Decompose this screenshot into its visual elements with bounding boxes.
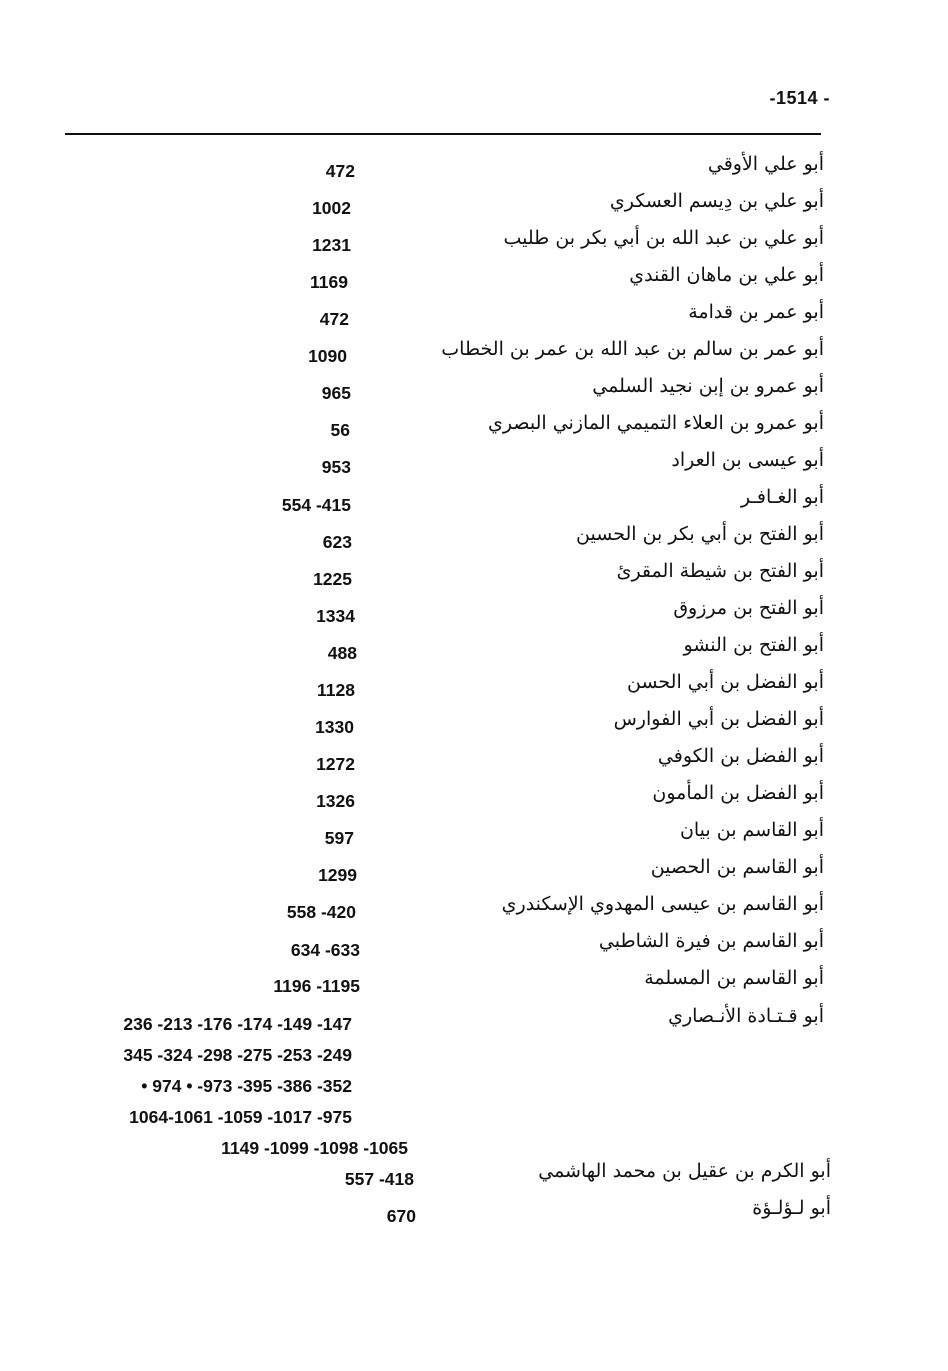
entry-pages: [312, 193, 351, 224]
entry-name: أبو علي بن عبد الله بن أبي بكر بن طليب: [503, 227, 824, 249]
entry-name: أبو الفتح بن شيطة المقرئ: [616, 560, 824, 582]
page-ref: 1064-1061 -1059 -1017 -975: [129, 1107, 352, 1127]
entry-name: أبو القاسم بن فيرة الشاطبي: [598, 930, 824, 952]
entry-pages: [291, 935, 360, 966]
page-ref: 1272: [316, 754, 355, 774]
page-ref: 345 -324 -298 -275 -253 -249: [123, 1045, 352, 1065]
page-ref: • 974 • -973 -395 -386 -352: [141, 1076, 352, 1096]
page-ref: 1326: [316, 791, 355, 811]
entry-pages: [287, 897, 356, 928]
entry-pages: [323, 527, 352, 558]
entry-pages: [316, 786, 355, 817]
entry-name: أبو قـتـادة الأنـصاري: [668, 1005, 824, 1027]
entry-pages: [312, 230, 351, 261]
page-ref: 965: [321, 383, 351, 403]
entry-pages: [313, 564, 352, 595]
entry-name: أبو عيسى بن العراد: [671, 449, 824, 471]
page-ref: 472: [319, 309, 349, 329]
entry-name: أبو علي بن دِيسم العسكري: [609, 190, 824, 212]
page-ref: 56: [330, 420, 350, 440]
page-ref: 554 -415: [281, 495, 351, 515]
entry-pages: [310, 267, 348, 298]
entry-pages: [316, 749, 355, 780]
entry-pages: [387, 1201, 416, 1232]
entry-name: أبو الفضل بن أبي الحسن: [627, 671, 824, 693]
page-ref: 1149 -1099 -1098 -1065: [221, 1138, 408, 1158]
entry-name: أبو الفضل بن أبي الفوارس: [613, 708, 824, 730]
page-ref: 558 -420: [286, 902, 356, 922]
entry-pages: [331, 415, 350, 446]
entry-pages: [325, 823, 354, 854]
page-ref: 1225: [313, 569, 352, 589]
page-ref: 557 -418: [344, 1169, 414, 1189]
entry-pages: [326, 156, 355, 187]
entry-pages: [316, 601, 355, 632]
page-ref: 597: [324, 828, 354, 848]
page-ref: 1196 -1195: [273, 976, 360, 996]
page-ref: 1169: [310, 272, 348, 292]
entry-name: أبو لـؤلـؤة: [752, 1197, 831, 1219]
entry-name: أبو الغـافـر: [740, 486, 824, 508]
entry-pages: [282, 490, 351, 521]
entry-pages: [273, 971, 360, 1002]
page-ref: 236 -213 -176 -174 -149 -147: [123, 1014, 352, 1034]
entry-pages: [345, 1164, 414, 1195]
entry-pages: [317, 675, 355, 706]
page-ref: 1002: [312, 198, 351, 218]
entry-name: أبو عمر بن سالم بن عبد الله بن عمر بن الخطاب: [441, 338, 824, 360]
entry-pages: [308, 341, 347, 372]
entry-name: أبو الفتح بن أبي بكر بن الحسين: [576, 523, 824, 545]
entry-name: أبو القاسم بن المسلمة: [644, 967, 824, 989]
entry-pages: [123, 1009, 408, 1164]
entry-name: أبو القاسم بن بيان: [679, 819, 824, 841]
page-ref: 1231: [312, 235, 351, 255]
header-rule: [65, 133, 821, 135]
entry-name: أبو عمر بن قدامة: [688, 301, 824, 323]
entry-name: أبو علي بن ماهان القندي: [629, 264, 824, 286]
page-ref: 1330: [315, 717, 354, 737]
entry-pages: [315, 712, 354, 743]
entry-name: أبو القاسم بن الحصين: [650, 856, 824, 878]
entry-pages: [322, 378, 351, 409]
entry-name: أبو علي الأوقي: [707, 153, 824, 175]
entry-pages: [318, 860, 357, 891]
entry-name: أبو الفضل بن الكوفي: [657, 745, 824, 767]
page-ref: 472: [325, 161, 355, 181]
entry-pages: [328, 638, 357, 669]
entry-name: أبو الفتح بن النشو: [683, 634, 824, 656]
entry-name: أبو عمرو بن إبن نجيد السلمي: [592, 375, 824, 397]
page-ref: 488: [327, 643, 357, 663]
entry-pages: [322, 452, 351, 483]
page-ref: 623: [322, 532, 352, 552]
page-number: -1514 -: [769, 88, 830, 108]
page-ref: 670: [386, 1206, 416, 1226]
entry-pages: [320, 304, 349, 335]
entry-name: أبو الكرم بن عقيل بن محمد الهاشمي: [538, 1160, 831, 1182]
page-ref: 1334: [316, 606, 355, 626]
page-ref: 1299: [318, 865, 357, 885]
page-ref: 1090: [308, 346, 347, 366]
entry-name: أبو الفتح بن مرزوق: [673, 597, 824, 619]
page-ref: 634 -633: [290, 940, 360, 960]
page-ref: 1128: [317, 680, 355, 700]
entry-name: أبو عمرو بن العلاء التميمي المازني البصري: [488, 412, 824, 434]
entry-name: أبو الفضل بن المأمون: [652, 782, 824, 804]
entry-name: أبو القاسم بن عيسى المهدوي الإسكندري: [501, 893, 824, 915]
page-ref: 953: [321, 457, 351, 477]
